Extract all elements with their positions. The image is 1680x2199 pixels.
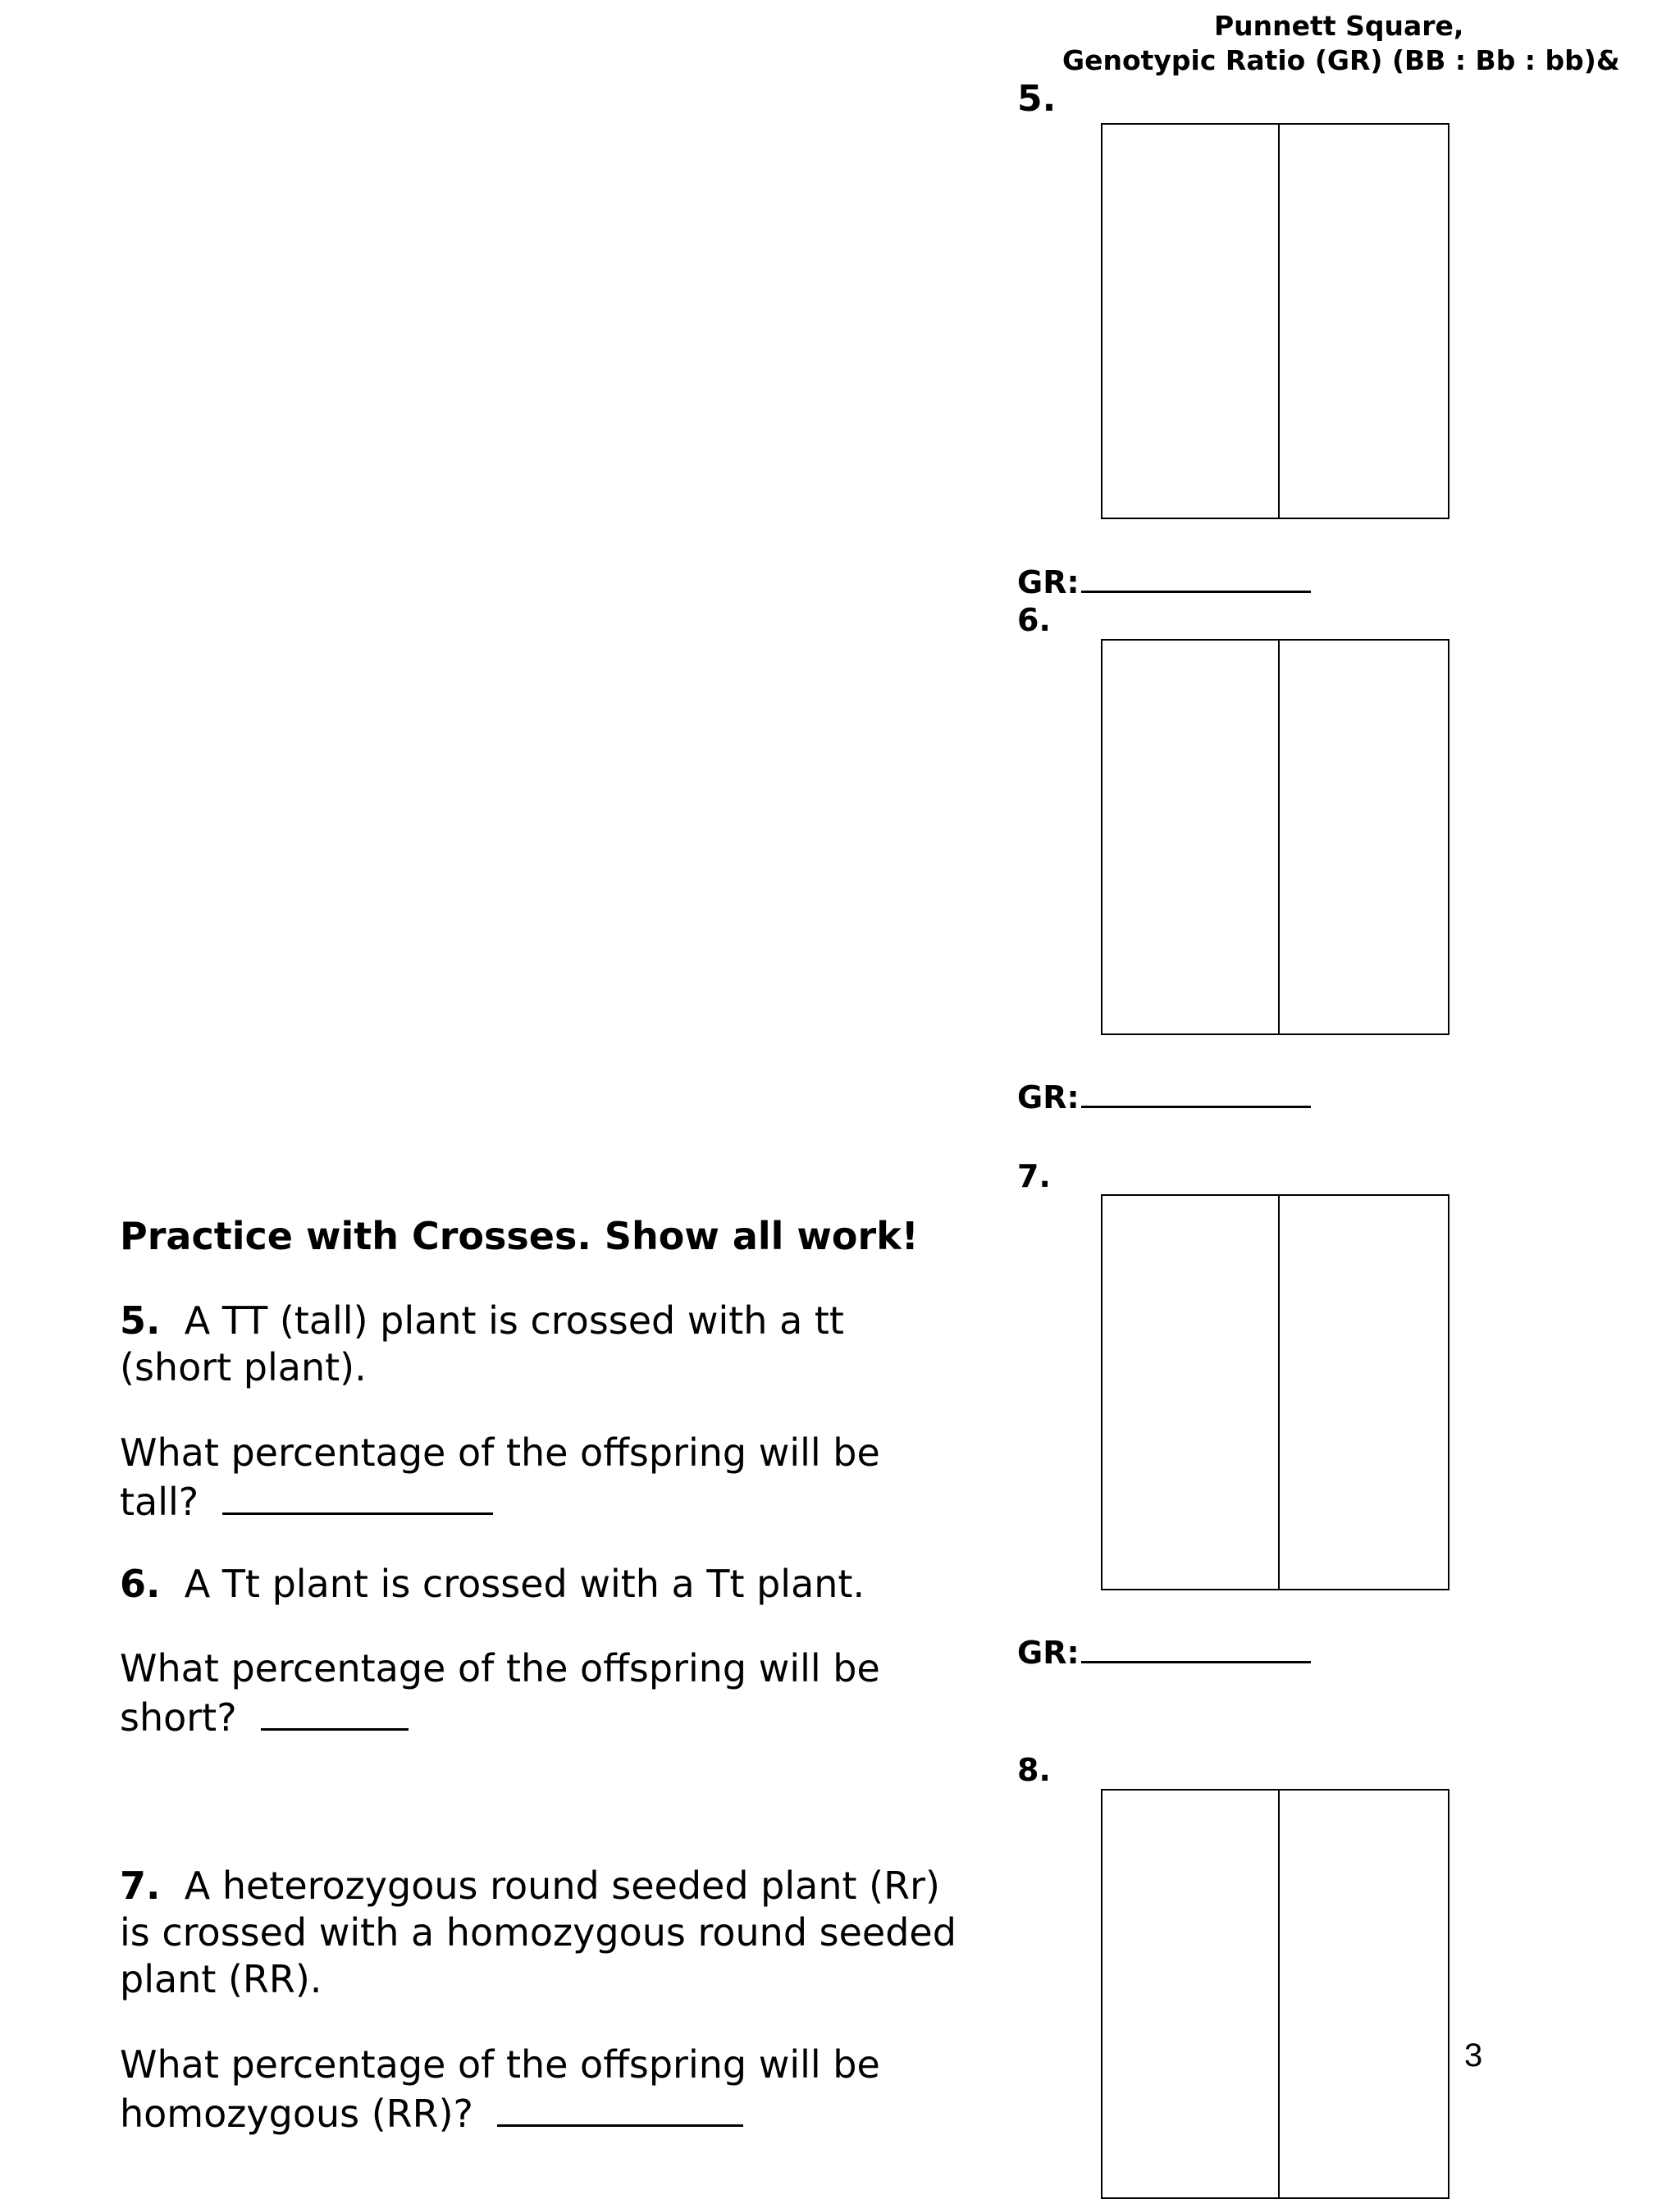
question-5-ask-line2: tall? <box>120 1480 199 1524</box>
question-5-ask-line1: What percentage of the offspring will be <box>120 1430 880 1475</box>
header-title-line2: Genotypic Ratio (GR) (BB : Bb : bb)& <box>1062 44 1620 76</box>
punnett-square-5 <box>1101 123 1449 519</box>
punnett-cell-left <box>1102 1791 1280 2197</box>
question-7 <box>120 1863 1039 2003</box>
practice-title: Practice with Crosses. Show all work! <box>120 1214 919 1258</box>
square-6-number: 6. <box>1017 602 1051 638</box>
gr-label: GR: <box>1017 564 1080 600</box>
punnett-square-6 <box>1101 639 1449 1035</box>
gr-label: GR: <box>1017 1635 1080 1671</box>
punnett-cell-left <box>1102 1196 1280 1589</box>
question-7-ask <box>120 2042 1039 2137</box>
punnett-cell-right <box>1280 1196 1448 1589</box>
punnett-cell-right <box>1280 641 1448 1033</box>
square-5-number: 5. <box>1017 78 1057 120</box>
answer-blank-7[interactable] <box>497 2088 743 2127</box>
gr-blank-line[interactable] <box>1081 563 1311 593</box>
gr-blank-line[interactable] <box>1081 1078 1311 1108</box>
punnett-cell-right <box>1280 125 1448 518</box>
gr-answer-7 <box>1017 1633 1311 1671</box>
gr-answer-6 <box>1017 1078 1311 1115</box>
question-7-number: 7. <box>120 1864 161 1908</box>
question-6-ask-line1: What percentage of the offspring will be <box>120 1646 880 1690</box>
square-7-number: 7. <box>1017 1158 1051 1194</box>
punnett-square-7 <box>1101 1194 1449 1590</box>
punnett-square-8 <box>1101 1789 1449 2199</box>
header-title-line1: Punnett Square, <box>1214 10 1464 42</box>
page-number: 3 <box>1464 2037 1483 2074</box>
question-7-ask-line1: What percentage of the offspring will be <box>120 2042 880 2087</box>
square-8-number: 8. <box>1017 1752 1051 1788</box>
gr-blank-line[interactable] <box>1081 1633 1311 1663</box>
question-7-text-line2: is crossed with a homozygous round seeded <box>120 1910 956 1955</box>
question-7-text-line3: plant (RR). <box>120 1957 322 2001</box>
question-6-ask <box>120 1645 1039 1741</box>
question-6 <box>120 1561 1039 1608</box>
question-7-text-line1: A heterozygous round seeded plant (Rr) <box>184 1864 940 1908</box>
gr-label: GR: <box>1017 1079 1080 1115</box>
question-6-ask-line2: short? <box>120 1695 237 1740</box>
question-5 <box>120 1298 1039 1391</box>
question-5-ask <box>120 1430 1039 1526</box>
question-6-text: A Tt plant is crossed with a Tt plant. <box>184 1562 865 1606</box>
question-5-text-line1: A TT (tall) plant is crossed with a tt <box>184 1298 844 1343</box>
question-5-number: 5. <box>120 1298 161 1343</box>
punnett-cell-left <box>1102 641 1280 1033</box>
answer-blank-5[interactable] <box>222 1476 493 1515</box>
punnett-cell-left <box>1102 125 1280 518</box>
question-6-number: 6. <box>120 1562 161 1606</box>
question-5-text-line2: (short plant). <box>120 1345 367 1389</box>
question-7-ask-line2: homozygous (RR)? <box>120 2092 473 2136</box>
punnett-cell-right <box>1280 1791 1448 2197</box>
gr-answer-5 <box>1017 563 1311 600</box>
answer-blank-6[interactable] <box>261 1692 409 1731</box>
